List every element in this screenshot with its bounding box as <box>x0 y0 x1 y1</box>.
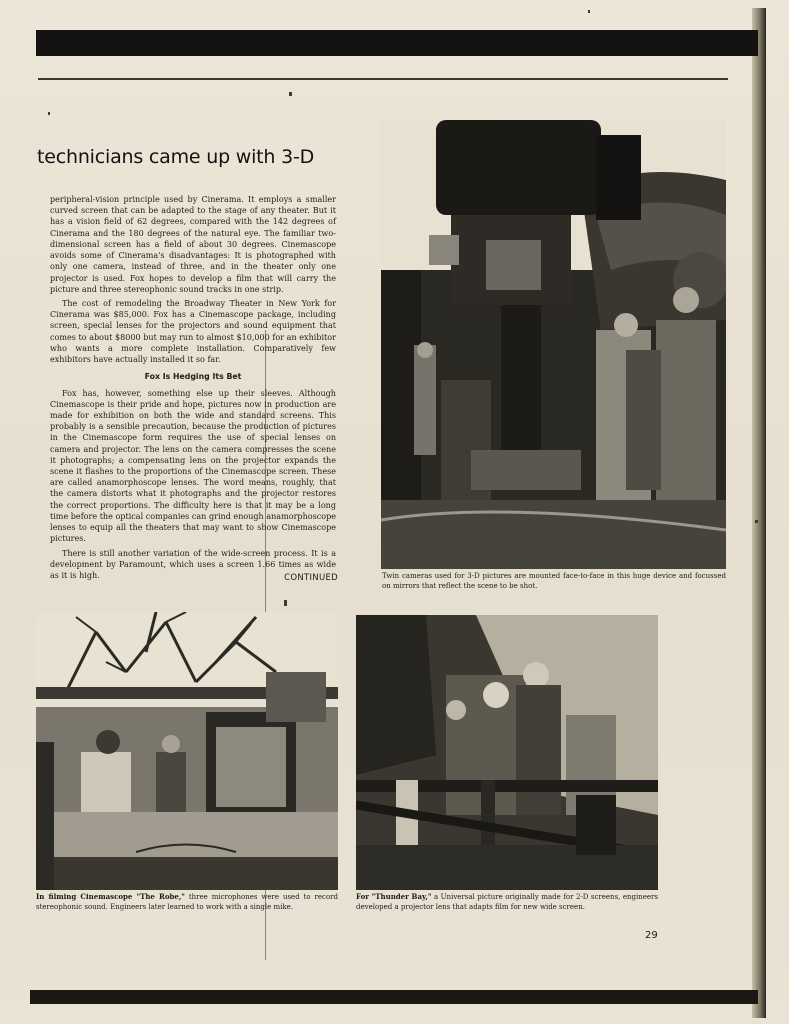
dust-mark <box>284 600 287 606</box>
article-paragraph: There is still another variation of the wide-screen process. It is a development by Paramount, which uses a screen 1.66 times as wide as it is high. <box>50 548 336 580</box>
article-paragraph: The cost of remodeling the Broadway Theater in New York for Cinerama was $85,000. Fox has a Cinemascope package, including screen, special lenses for the projectors and sound equipment that comes to about $8000 but may run to almost $10,000 for an exhibitor who wants a more complete installation. Comparatively few exhibitors have actually installed it so far. <box>50 298 336 365</box>
photo-thunder-bay <box>356 615 658 890</box>
photo-the-robe-filming <box>36 612 338 890</box>
photo-3d-camera-rig <box>381 120 726 569</box>
caption-thunder-bay <box>356 892 658 912</box>
caption-text: three microphones were used to record stereophonic sound. Engineers later learned to work with a single mike. <box>36 893 338 911</box>
dust-mark <box>755 520 758 523</box>
caption-text: Twin cameras used for 3-D pictures are mounted face-to-face in this huge device and focussed on mirrors that reflect the scene to be shot. <box>382 572 726 590</box>
continued-label: CONTINUED <box>284 573 338 583</box>
dust-mark <box>48 112 50 115</box>
article-paragraph: Fox has, however, something else up their sleeves. Although Cinemascope is their pride and hope, pictures now in production are made for exhibition on both the wide and standard screens. This probably is a sensible precaution, because the production of pictures in the Cinemascope form requires the use of special lenses on camera and projector. The lens on the camera compresses the scene it photographs; a compensating lens on the projector expands the scene it flashes to the proportions of the Cinemascope screen. These are called anamorphoscope lenses. The word means, roughly, that the camera distorts what it photographs and the projector restores the correct proportions. The difficulty here is that it may be a long time before the optical companies can grind enough anamorphoscope lenses to equip all the theaters that may want to show Cinemascope pictures. <box>50 388 336 544</box>
dust-mark <box>289 92 292 96</box>
caption-the-robe <box>36 892 338 912</box>
article-body <box>50 194 336 584</box>
caption-3d-camera-rig <box>382 572 726 591</box>
header-rule <box>38 78 728 80</box>
page-edge-shadow <box>752 8 766 1018</box>
bottom-black-bar <box>30 990 758 1004</box>
page-headline: technicians came up with 3-D <box>37 146 315 168</box>
caption-lead: For "Thunder Bay," <box>356 892 432 901</box>
article-paragraph: peripheral-vision principle used by Cinerama. It employs a smaller curved screen that can be adapted to the stage of any theater. But it has a vision field of 62 degrees, compared with the 142 degrees of Cinerama and the 180 degrees of the natural eye. The familiar two-dimensional screen has a field of about 30 degrees. Cinemascope avoids some of Cinerama's disadvantages: It is photographed with only one camera, instead of three, and in the theater only one projector is used. Fox hopes to develop a film that will carry the picture and three stereophonic sound tracks in one strip. <box>50 195 336 294</box>
caption-text: a Universal picture originally made for 2-D screens, engineers developed a projector lens that adapts film for new wide screen. <box>356 893 658 911</box>
caption-lead: In filming Cinemascope "The Robe," <box>36 892 185 901</box>
article-subhead: Fox Is Hedging Its Bet <box>144 372 242 382</box>
page-number: 29 <box>645 930 658 941</box>
dust-mark <box>588 10 590 13</box>
top-black-bar <box>36 30 758 56</box>
